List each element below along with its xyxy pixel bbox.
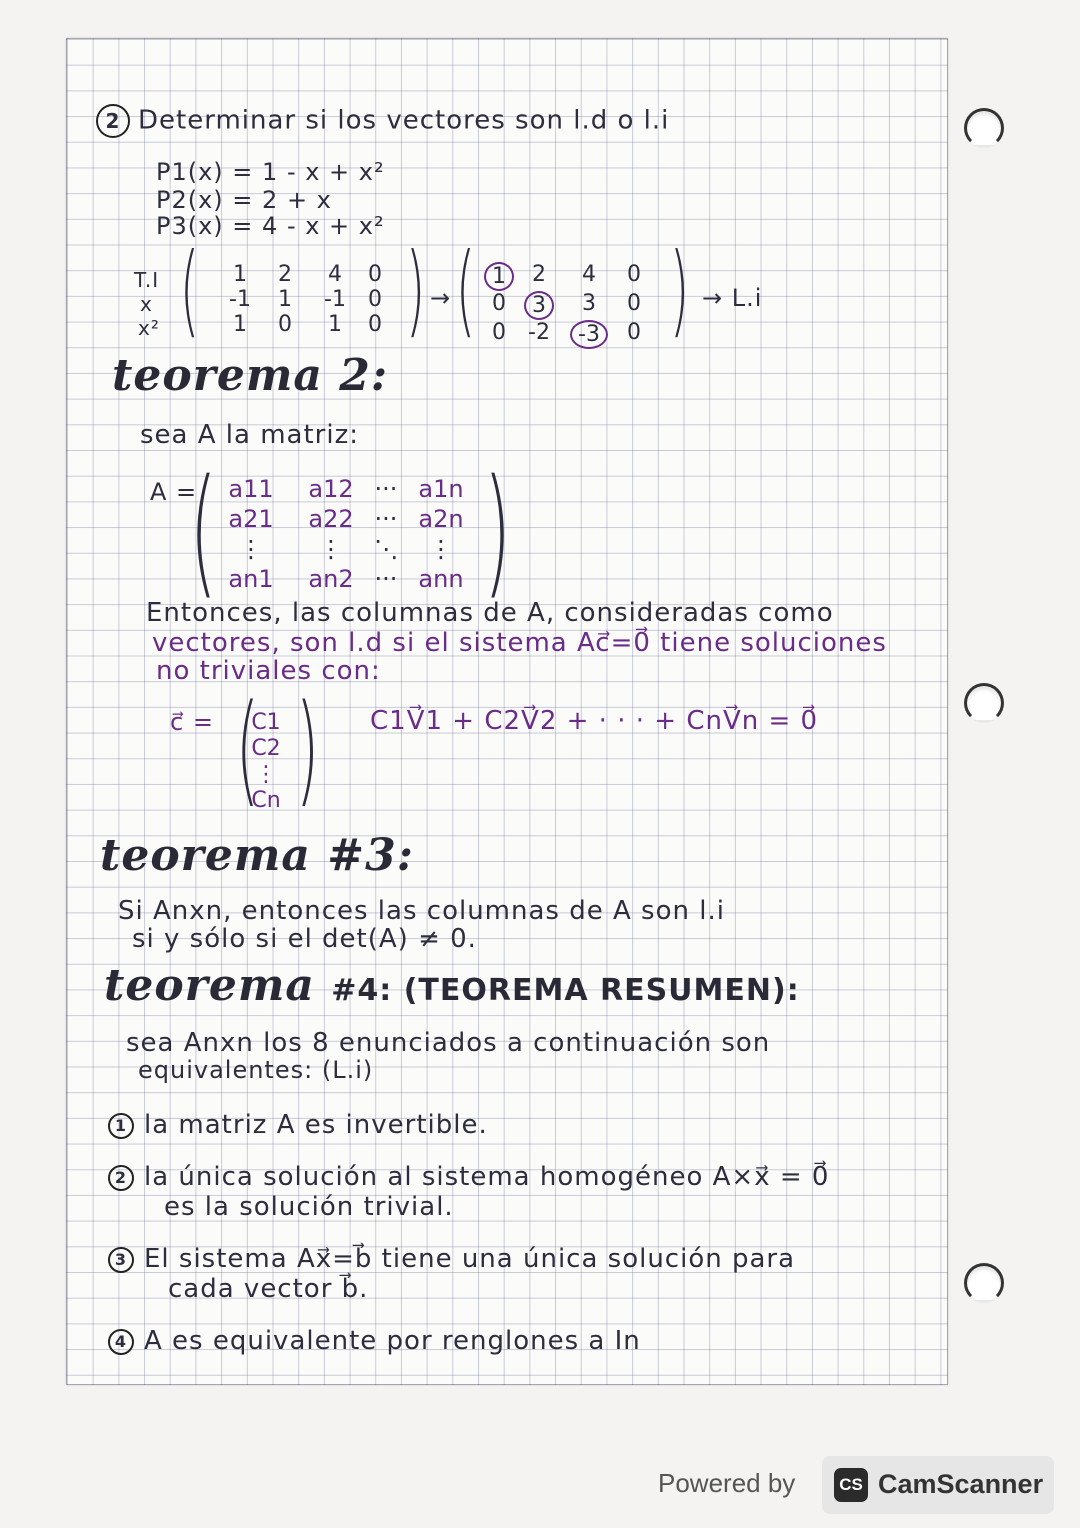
binder-hole xyxy=(964,683,1004,723)
c-vector xyxy=(246,710,286,814)
right-paren: ) xyxy=(669,231,690,348)
statement-text-cont: es la solución trivial. xyxy=(164,1192,454,1222)
matrix-a-label: A = xyxy=(150,478,198,506)
c-entry: ⋮ xyxy=(255,762,277,787)
theorem-3-line1: Si Anxn, entonces las columnas de A son l.i xyxy=(118,896,725,926)
matrix-cell: 4 xyxy=(582,262,596,287)
left-paren: ( xyxy=(235,680,260,819)
c-vector-label: c⃗ = xyxy=(170,708,214,736)
theorem-2-intro: sea A la matriz: xyxy=(140,420,359,450)
matrix-cell: -3 xyxy=(570,320,608,349)
exercise-number: 2 xyxy=(96,104,130,138)
exercise-2-heading xyxy=(96,104,669,138)
theorem-2-text-line1: Entonces, las columnas de A, consideradas como xyxy=(146,598,834,628)
row-label: T.I xyxy=(134,268,160,292)
c-entry: C2 xyxy=(251,736,281,761)
independence-result: → L.i xyxy=(702,284,763,312)
matrix-entry: ⋮ xyxy=(239,535,263,563)
linear-combination-equation: C1V⃗1 + C2V⃗2 + · · · + CnV⃗n = 0⃗ xyxy=(370,706,819,736)
matrix-a xyxy=(206,474,476,594)
matrix-entry: a2n xyxy=(418,505,464,533)
matrix-entry: ann xyxy=(418,565,464,593)
statement-item xyxy=(108,1326,641,1356)
right-paren: ) xyxy=(295,680,320,819)
matrix-cell: 1 xyxy=(484,262,514,291)
left-paren: ( xyxy=(455,231,476,348)
left-paren: ( xyxy=(189,450,217,613)
matrix-entry: a12 xyxy=(308,475,354,503)
matrix-entry: ··· xyxy=(374,475,398,503)
matrix-cell: 1 xyxy=(233,262,247,287)
matrix-cell: 2 xyxy=(278,262,292,287)
matrix-cell: -2 xyxy=(528,320,550,345)
matrix-entry: a1n xyxy=(418,475,464,503)
augmented-matrix-left xyxy=(220,262,390,337)
exercise-prompt: Determinar si los vectores son l.d o l.i xyxy=(138,105,670,136)
right-paren: ) xyxy=(483,450,511,613)
matrix-entry: an1 xyxy=(228,565,274,593)
matrix-cell: 3 xyxy=(582,291,596,316)
polynomial-p3: P3(x) = 4 - x + x² xyxy=(156,212,385,240)
matrix-entry: ··· xyxy=(374,505,398,533)
statement-text: El sistema Ax⃗=b⃗ tiene una única solución para xyxy=(144,1244,796,1274)
matrix-entry: ··· xyxy=(374,565,398,593)
powered-by-label: Powered by xyxy=(658,1468,796,1498)
statement-number: 3 xyxy=(108,1247,134,1273)
theorem-3-heading: teorema #3: xyxy=(100,830,414,881)
c-entry: C1 xyxy=(251,710,281,735)
theorem-4-intro-line2: equivalentes: (L.i) xyxy=(138,1056,374,1084)
statement-text: la matriz A es invertible. xyxy=(144,1110,488,1140)
matrix-cell: 0 xyxy=(627,262,641,287)
binder-hole xyxy=(964,108,1004,148)
matrix-entry: ⋱ xyxy=(374,535,398,563)
statement-text: A es equivalente por renglones a In xyxy=(144,1326,641,1356)
matrix-cell: 0 xyxy=(368,312,382,337)
right-paren: ) xyxy=(405,231,426,348)
polynomial-p1: P1(x) = 1 - x + x² xyxy=(156,158,385,186)
theorem-3-line2: si y sólo si el det(A) ≠ 0. xyxy=(132,924,477,954)
row-label: x² xyxy=(138,316,160,340)
matrix-entry: a22 xyxy=(308,505,354,533)
matrix-cell: 0 xyxy=(368,287,382,312)
statement-text-cont: cada vector b⃗. xyxy=(168,1274,369,1304)
matrix-cell: 0 xyxy=(492,291,506,316)
left-paren: ( xyxy=(179,231,200,348)
theorem-4-title: teorema xyxy=(104,960,315,1011)
matrix-entry: a21 xyxy=(228,505,274,533)
statement-number: 4 xyxy=(108,1329,134,1355)
matrix-cell: 0 xyxy=(492,320,506,345)
matrix-entry: ⋮ xyxy=(429,535,453,563)
camscanner-brand: CamScanner xyxy=(878,1469,1044,1499)
matrix-cell: 2 xyxy=(532,262,546,287)
matrix-entry: an2 xyxy=(308,565,354,593)
matrix-cell: 3 xyxy=(524,291,554,320)
matrix-cell: 0 xyxy=(278,312,292,337)
camscanner-badge xyxy=(822,1456,1054,1514)
polynomial-p2: P2(x) = 2 + x xyxy=(156,186,332,214)
matrix-cell: -1 xyxy=(229,287,251,312)
statement-number: 1 xyxy=(108,1113,134,1139)
matrix-entry: ⋮ xyxy=(319,535,343,563)
statement-number: 2 xyxy=(108,1165,134,1191)
theorem-2-text-line3: no triviales con: xyxy=(156,656,381,686)
theorem-4-heading xyxy=(104,960,800,1011)
statement-text: la única solución al sistema homogéneo A×x⃗ = 0⃗ xyxy=(144,1162,830,1192)
matrix-cell: 4 xyxy=(328,262,342,287)
matrix-cell: -1 xyxy=(324,287,346,312)
matrix-entry: a11 xyxy=(228,475,274,503)
matrix-cell: 1 xyxy=(233,312,247,337)
theorem-2-heading: teorema 2: xyxy=(112,350,389,401)
statement-item xyxy=(108,1162,829,1192)
matrix-cell: 0 xyxy=(368,262,382,287)
matrix-cell: 0 xyxy=(627,320,641,345)
row-label: x xyxy=(140,292,153,316)
matrix-cell: 1 xyxy=(278,287,292,312)
binder-hole xyxy=(964,1263,1004,1303)
statement-item xyxy=(108,1110,488,1140)
arrow-icon: → xyxy=(430,284,452,312)
matrix-cell: 0 xyxy=(627,291,641,316)
theorem-4-subtitle: #4: (TEOREMA RESUMEN): xyxy=(331,973,800,1008)
c-entry: Cn xyxy=(251,788,281,813)
camscanner-logo-icon: CS xyxy=(834,1468,868,1502)
theorem-4-intro-line1: sea Anxn los 8 enunciados a continuación son xyxy=(126,1028,771,1058)
statement-item xyxy=(108,1244,795,1274)
matrix-cell: 1 xyxy=(328,312,342,337)
theorem-2-text-line2: vectores, son l.d si el sistema Ac⃗=0⃗ tiene soluciones xyxy=(152,628,887,658)
augmented-matrix-right xyxy=(484,262,654,349)
